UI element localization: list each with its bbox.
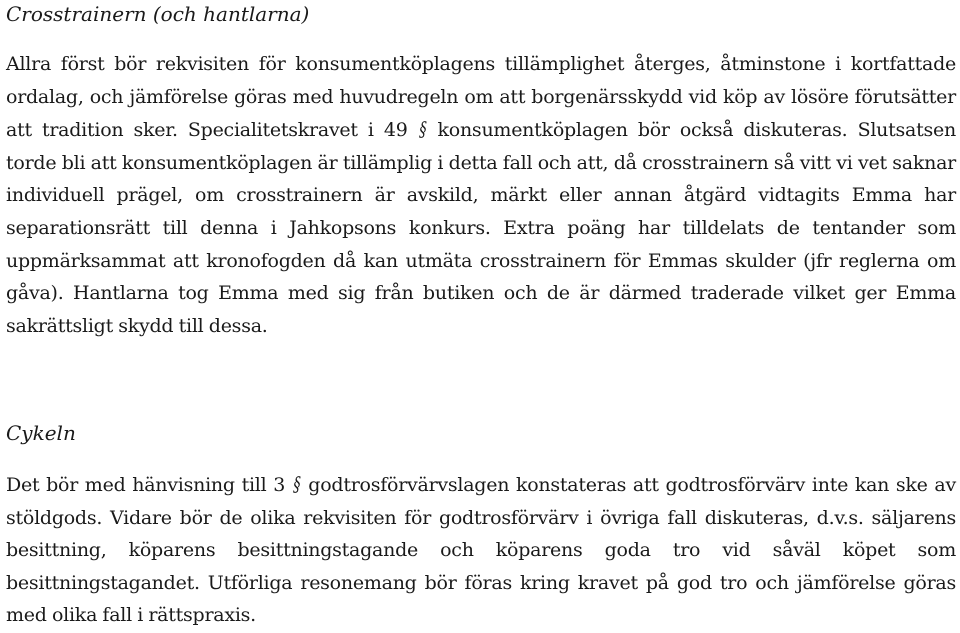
section-sign: § [291, 472, 303, 496]
paragraph-text: Allra först bör rekvisiten för konsumentköplagens tillämplighet återges, åtminstone i kortfattade ordalag, och jämförelse göras med huvudregeln om att borgenärsskydd vid köp av lösöre förutsätter att tradition sker. Specialitetskravet i 49 [6, 53, 956, 142]
section-paragraph-crosstrainer [6, 48, 956, 342]
paragraph-text: konsumentköplagen bör också diskuteras. Slutsatsen torde bli att konsumentköplagen är tillämplig i detta fall och att, då crosstrainern så vitt vi vet saknar individuell prägel, om crosstrainern är avskild, märkt eller annan åtgärd vidtagits Emma har separationsrätt till denna i Jahkopsons konkurs. Extra poäng har tilldelats de tentander som uppmärksammat att kronofogden då kan utmäta crosstrainern för Emmas skulder (jfr reglerna om gåva). Hantlarna tog Emma med sig från butiken och de är därmed traderade vilket ger Emma sakrättsligt skydd till dessa. [6, 119, 956, 337]
section-paragraph-bicycle [6, 468, 956, 632]
section-sign: § [416, 117, 429, 142]
paragraph-text: godtrosförvärvslagen konstateras att godtrosförvärv inte kan ske av stöldgods. Vidare bör de olika rekvisiten för godtrosförvärv i övriga fall diskuteras, d.v.s. säljarens besittning, köparens besittningstagande och köparens goda tro vid såväl köpet som besittningstagandet. Utförliga resonemang bör föras kring kravet på god tro och jämförelse göras med olika fall i rättspraxis. [6, 474, 956, 627]
section-heading-crosstrainer: Crosstrainern (och hantlarna) [6, 2, 310, 26]
section-heading-bicycle: Cykeln [6, 421, 76, 445]
paragraph-text: Det bör med hänvisning till 3 [6, 474, 292, 496]
